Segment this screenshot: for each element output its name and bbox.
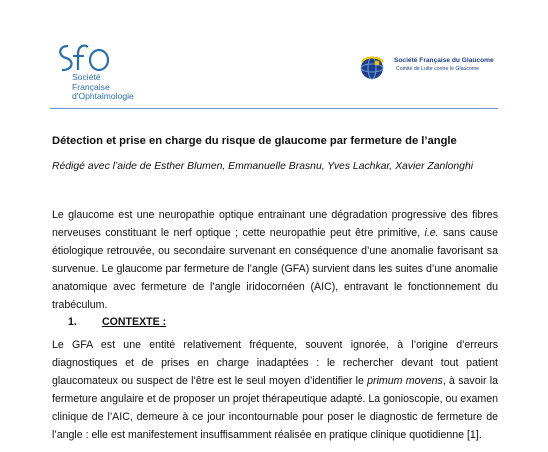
globe-eye-icon: [356, 54, 388, 80]
sfo-line-3: d'Ophtalmologie: [72, 91, 134, 102]
context-paragraph: [52, 336, 498, 444]
sfo-mark-icon: [54, 40, 114, 76]
sfo-line-1: Société: [72, 72, 101, 82]
context-text-1: Le GFA est une entité relativement fréquente, souvent ignorée, à l’origine d’erreurs diagnostiques et de prises en charge inadaptées : le rechercher devant tout patient glaucomateux ou suspect de l’être est le seul moyen d’identifier le: [52, 339, 498, 387]
sfg-name: Société Française du Glaucome: [394, 57, 494, 64]
intro-ie: i.e.: [424, 227, 439, 239]
header-divider: [50, 108, 498, 109]
section-heading-1: [68, 316, 166, 328]
sfg-subtitle: Comité de Lutte contre le Glaucome: [396, 66, 480, 72]
context-text-2: , à savoir la fermeture angulaire et de proposer un projet thérapeutique adapté. La gonioscopie, ou examen clinique de l’AIC, demeure à ce jour incontournable pour poser le diagnostic de fermeture de l’angle : elle est manifestement insuffisamment réalisée en pratique clinique quotidienne [1].: [52, 375, 499, 441]
document-authors: Rédigé avec l’aide de Esther Blumen, Emmanuelle Brasnu, Yves Lachkar, Xavier Zanlonghi: [52, 161, 474, 172]
sfo-line-2: Française: [72, 81, 110, 92]
document-title: Détection et prise en charge du risque de glaucome par fermeture de l’angle: [52, 135, 457, 147]
sfg-logo: [356, 54, 506, 82]
intro-text-1: Le glaucome est une neuropathie optique entrainant une dégradation progressive des fibres nerveuses constituant le nerf optique ; cette neuropathie peut être primitive,: [52, 209, 498, 239]
section-label: CONTEXTE :: [102, 316, 167, 328]
section-number: 1.: [68, 316, 77, 328]
intro-text-2: sans cause étiologique retrouvée, ou secondaire survenant en conséquence d’une anomalie favorisant sa survenue. Le glaucome par fermeture de l’angle (GFA) survient dans les suites d’une anomalie anatomique avec fermeture de l’angle iridocornéen (AIC), entravant le fonctionnement du trabéculum.: [52, 227, 498, 311]
sfo-logo: [54, 40, 164, 108]
context-italic: primum movens: [367, 375, 443, 387]
sfo-name: [72, 73, 134, 102]
intro-paragraph: [52, 206, 498, 314]
